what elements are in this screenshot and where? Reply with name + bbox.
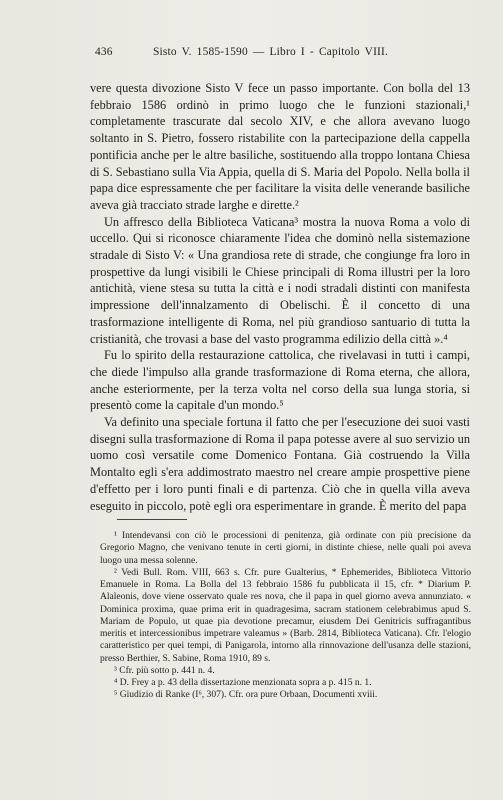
body-paragraph: Fu lo spirito della restaurazione cattolica, che rivelavasi in tutti i campi, che diede l'impulso alla grande trasformazione di Roma eterna, che allora, anche esteriormente, per la terza volta nel corso della sua lunga storia, si presentò come la capitale d'un mondo.⁵ [90, 348, 470, 413]
footnote: ² Vedi Bull. Rom. VIII, 663 s. Cfr. pure Gualterius, * Ephemerides, Biblioteca Vittorio Emanuele in Roma. La Bolla del 13 febbraio 1586 fu pubblicata il 15, cfr. * Diarium P. Alaleonis, dove viene osservato quale res nova, che il papa in quel giorno aveva annunziato. « Dominica proxima, quae prima erit in quadragesima, sacram stationem celebrabimus apud S. Mariam de Populo, ut quae pia devotione precamur, eiusdem Dei Genitricis suffragantibus meritis et intercessionibus impetrare valeamus » (Barb. 2814, Biblioteca Vaticana). Cfr. l'elogio caratteristico per quei tempi, di Panigarola, intorno alla rinnovazione dell'usanza delle stazioni, presso Berthier, S. Sabine, Roma 1910, 89 s. [100, 566, 471, 664]
body-paragraph: vere questa divozione Sisto V fece un passo importante. Con bolla del 13 febbraio 1586 ordinò in primo luogo che le funzioni stazionali,¹ completamente trascurate dal secolo XIV, e che allora avevano luogo soltanto in S. Pietro, fossero ristabilite con la partecipazione della cappella pontificia anche per le altre basiliche, sostituendo alla troppo lontana Chiesa di S. Sebastiano sulla Via Appia, quella di S. Maria del Popolo. Nella bolla il papa dice espressamente che per facilitare la visita delle venerande basiliche aveva già tracciato strade larghe e dirette.² [90, 81, 470, 212]
footnote: ¹ Intendevansi con ciò le processioni di penitenza, già ordinate con più precisione da Gregorio Magno, che venivano tenute in certi giorni, in distinte chiese, nelle quali poi aveva luogo una messa solenne. [100, 530, 471, 566]
footnote: ⁴ D. Frey a p. 43 della dissertazione menzionata sopra a p. 415 n. 1. [114, 677, 372, 688]
footnote: ⁵ Giudizio di Ranke (I⁶, 307). Cfr. ora pure Orbaan, Documenti xviii. [114, 689, 378, 701]
footnotes [100, 530, 471, 702]
footnote-separator [117, 519, 187, 520]
running-title: Sisto V. 1585-1590 — Libro I - Capitolo VIII. [153, 46, 389, 58]
body-paragraph: Va definito una speciale fortuna il fatto che per l'esecuzione dei suoi vasti disegni sulla trasformazione di Roma il papa potesse avere al suo servizio un uomo così versatile come Domenico Fontana. Già costruendo la Villa Montalto egli s'era addimostrato maestro nel creare ampie prospettive piene d'effetto per i loro punti finali e di partenza. Ciò che in quella villa aveva eseguito in piccolo, potè egli ora esperimentare in grande. È merito del papa [90, 415, 470, 513]
footnote: ³ Cfr. più sotto p. 441 n. 4. [114, 664, 215, 676]
main-text [90, 80, 470, 514]
running-header [95, 46, 475, 60]
body-paragraph: Un affresco della Biblioteca Vaticana³ mostra la nuova Roma a volo di uccello. Qui si riconosce chiaramente l'idea che dominò nella sistemazione stradale di Sisto V: « Una grandiosa rete di strade, che congiunge fra loro in prospettive da lungi visibili le Chiese principali di Roma illustri per la loro antichità, viene stesa su tutta la città e i nodi stradali distinti con manifesta impressione dell'innalzamento di Obelischi. È il concetto di una trasformazione intelligente di Roma, nel più grandioso santuario di tutta la cristianità, che trovasi a base del vasto programma edilizio della città ».⁴ [90, 214, 470, 346]
page-number: 436 [95, 46, 113, 58]
